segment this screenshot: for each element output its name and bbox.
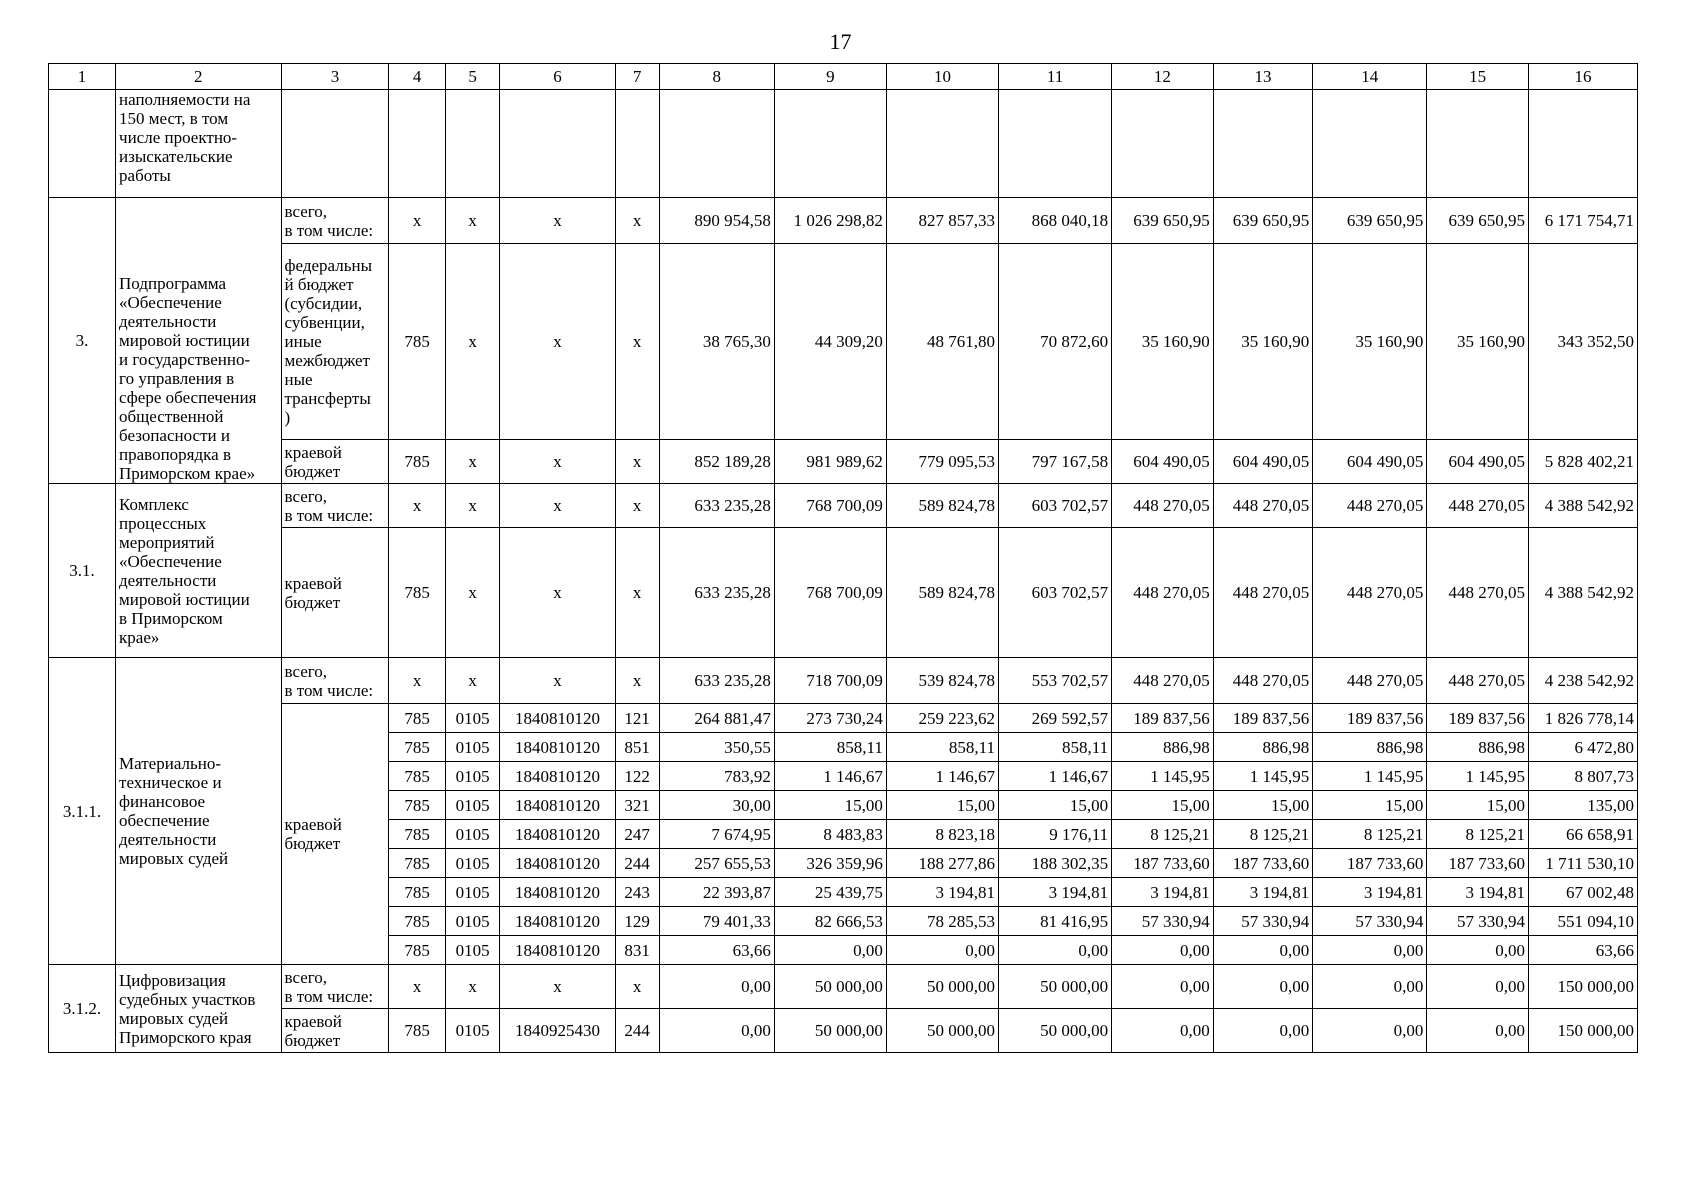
amount-cell: 0,00: [1427, 965, 1529, 1009]
amount-cell: 50 000,00: [886, 965, 998, 1009]
funding-source: краевой бюджет: [281, 440, 389, 484]
section-code: 0105: [445, 849, 499, 878]
funding-source: краевой бюджет: [281, 1009, 389, 1053]
table-row: [49, 528, 1638, 658]
amount-cell: 0,00: [659, 1009, 774, 1053]
amount-cell: 48 761,80: [886, 244, 998, 440]
amount-cell: 35 160,90: [1427, 244, 1529, 440]
grbs-code: 785: [389, 762, 446, 791]
amount-cell: 858,11: [886, 733, 998, 762]
amount-cell: 1 026 298,82: [774, 198, 886, 244]
expense-type-code: 122: [615, 762, 659, 791]
amount-cell: 0,00: [886, 936, 998, 965]
column-number-header: 14: [1313, 64, 1427, 90]
column-number-header: 2: [116, 64, 281, 90]
amount-cell: 50 000,00: [774, 965, 886, 1009]
amount-cell: 38 765,30: [659, 244, 774, 440]
amount-cell: 15,00: [774, 791, 886, 820]
section-code: 0105: [445, 762, 499, 791]
grbs-code: x: [389, 965, 446, 1009]
amount-cell: 1 146,67: [886, 762, 998, 791]
amount-cell: 8 483,83: [774, 820, 886, 849]
amount-cell: 448 270,05: [1313, 658, 1427, 704]
empty-cell: [500, 90, 615, 198]
amount-cell: 189 837,56: [1427, 704, 1529, 733]
amount-cell: 81 416,95: [998, 907, 1111, 936]
amount-cell: 981 989,62: [774, 440, 886, 484]
amount-cell: 269 592,57: [998, 704, 1111, 733]
amount-cell: 0,00: [998, 936, 1111, 965]
amount-cell: 257 655,53: [659, 849, 774, 878]
amount-cell: 50 000,00: [774, 1009, 886, 1053]
section-code: 0105: [445, 733, 499, 762]
section-code: x: [445, 484, 499, 528]
amount-cell: 57 330,94: [1313, 907, 1427, 936]
amount-cell: 0,00: [1313, 1009, 1427, 1053]
amount-cell: 57 330,94: [1213, 907, 1313, 936]
amount-cell: 448 270,05: [1112, 484, 1214, 528]
target-article-code: x: [500, 528, 615, 658]
empty-cell: [281, 90, 389, 198]
grbs-code: 785: [389, 440, 446, 484]
amount-cell: 0,00: [659, 965, 774, 1009]
target-article-code: 1840810120: [500, 762, 615, 791]
amount-cell: 886,98: [1112, 733, 1214, 762]
column-number-header: 3: [281, 64, 389, 90]
amount-cell: 3 194,81: [998, 878, 1111, 907]
amount-cell: 187 733,60: [1112, 849, 1214, 878]
target-article-code: x: [500, 484, 615, 528]
amount-cell: 1 145,95: [1112, 762, 1214, 791]
item-name: Комплекс процессных мероприятий «Обеспечение деятельности мировой юстиции в Приморском крае»: [116, 484, 281, 658]
table-row: [49, 1009, 1638, 1053]
amount-cell: 604 490,05: [1313, 440, 1427, 484]
funding-source: краевой бюджет: [281, 704, 389, 965]
empty-cell: [1528, 90, 1637, 198]
column-number-header: 4: [389, 64, 446, 90]
expense-type-code: x: [615, 658, 659, 704]
amount-cell: 639 650,95: [1213, 198, 1313, 244]
amount-cell: 3 194,81: [1313, 878, 1427, 907]
amount-cell: 0,00: [1112, 936, 1214, 965]
amount-cell: 50 000,00: [998, 1009, 1111, 1053]
target-article-code: x: [500, 965, 615, 1009]
expense-type-code: x: [615, 198, 659, 244]
grbs-code: 785: [389, 1009, 446, 1053]
amount-cell: 8 125,21: [1427, 820, 1529, 849]
amount-cell: 3 194,81: [1427, 878, 1529, 907]
row-number: 3.1.: [49, 484, 116, 658]
amount-cell: 0,00: [1427, 936, 1529, 965]
amount-cell: 63,66: [659, 936, 774, 965]
column-number-header: 5: [445, 64, 499, 90]
amount-cell: 604 490,05: [1213, 440, 1313, 484]
row-number: 3.: [49, 198, 116, 484]
amount-cell: 57 330,94: [1427, 907, 1529, 936]
grbs-code: 785: [389, 907, 446, 936]
target-article-code: 1840810120: [500, 733, 615, 762]
empty-cell: [886, 90, 998, 198]
amount-cell: 5 828 402,21: [1528, 440, 1637, 484]
amount-cell: 603 702,57: [998, 484, 1111, 528]
amount-cell: 35 160,90: [1213, 244, 1313, 440]
amount-cell: 633 235,28: [659, 484, 774, 528]
expense-type-code: x: [615, 965, 659, 1009]
item-name: Цифровизация судебных участков мировых судей Приморского края: [116, 965, 281, 1053]
expense-type-code: 121: [615, 704, 659, 733]
table-row: [49, 658, 1638, 704]
amount-cell: 50 000,00: [998, 965, 1111, 1009]
grbs-code: 785: [389, 704, 446, 733]
empty-cell: [1112, 90, 1214, 198]
page-number: 17: [829, 29, 852, 54]
column-number-header: 16: [1528, 64, 1637, 90]
amount-cell: 150 000,00: [1528, 1009, 1637, 1053]
target-article-code: 1840810120: [500, 820, 615, 849]
amount-cell: 4 388 542,92: [1528, 528, 1637, 658]
column-number-header: 7: [615, 64, 659, 90]
expense-type-code: 244: [615, 1009, 659, 1053]
header-row: [49, 64, 1638, 90]
target-article-code: 1840810120: [500, 704, 615, 733]
grbs-code: 785: [389, 791, 446, 820]
section-code: 0105: [445, 704, 499, 733]
grbs-code: 785: [389, 733, 446, 762]
amount-cell: 7 674,95: [659, 820, 774, 849]
amount-cell: 448 270,05: [1112, 658, 1214, 704]
amount-cell: 44 309,20: [774, 244, 886, 440]
expense-type-code: 243: [615, 878, 659, 907]
amount-cell: 827 857,33: [886, 198, 998, 244]
row-number: [49, 90, 116, 198]
amount-cell: 858,11: [774, 733, 886, 762]
amount-cell: 448 270,05: [1213, 484, 1313, 528]
expense-type-code: 321: [615, 791, 659, 820]
expense-type-code: 851: [615, 733, 659, 762]
amount-cell: 25 439,75: [774, 878, 886, 907]
amount-cell: 264 881,47: [659, 704, 774, 733]
section-code: 0105: [445, 936, 499, 965]
expense-type-code: 129: [615, 907, 659, 936]
amount-cell: 797 167,58: [998, 440, 1111, 484]
column-number-header: 11: [998, 64, 1111, 90]
expense-type-code: x: [615, 528, 659, 658]
amount-cell: 8 125,21: [1213, 820, 1313, 849]
grbs-code: 785: [389, 820, 446, 849]
grbs-code: 785: [389, 936, 446, 965]
grbs-code: x: [389, 658, 446, 704]
amount-cell: 15,00: [1112, 791, 1214, 820]
amount-cell: 633 235,28: [659, 528, 774, 658]
empty-cell: [1313, 90, 1427, 198]
funding-source: всего, в том числе:: [281, 965, 389, 1009]
funding-source: краевой бюджет: [281, 528, 389, 658]
amount-cell: 718 700,09: [774, 658, 886, 704]
grbs-code: 785: [389, 244, 446, 440]
amount-cell: 858,11: [998, 733, 1111, 762]
amount-cell: 82 666,53: [774, 907, 886, 936]
section-code: x: [445, 965, 499, 1009]
amount-cell: 1 826 778,14: [1528, 704, 1637, 733]
empty-cell: [659, 90, 774, 198]
empty-cell: [1213, 90, 1313, 198]
amount-cell: 639 650,95: [1313, 198, 1427, 244]
amount-cell: 63,66: [1528, 936, 1637, 965]
amount-cell: 78 285,53: [886, 907, 998, 936]
amount-cell: 15,00: [1427, 791, 1529, 820]
column-number-header: 1: [49, 64, 116, 90]
amount-cell: 779 095,53: [886, 440, 998, 484]
amount-cell: 633 235,28: [659, 658, 774, 704]
amount-cell: 189 837,56: [1313, 704, 1427, 733]
section-code: x: [445, 658, 499, 704]
amount-cell: 448 270,05: [1213, 658, 1313, 704]
amount-cell: 326 359,96: [774, 849, 886, 878]
amount-cell: 0,00: [774, 936, 886, 965]
amount-cell: 768 700,09: [774, 528, 886, 658]
item-name: Материально- техническое и финансовое обеспечение деятельности мировых судей: [116, 658, 281, 965]
amount-cell: 886,98: [1313, 733, 1427, 762]
amount-cell: 589 824,78: [886, 484, 998, 528]
amount-cell: 1 146,67: [774, 762, 886, 791]
grbs-code: x: [389, 198, 446, 244]
amount-cell: 886,98: [1427, 733, 1529, 762]
amount-cell: 852 189,28: [659, 440, 774, 484]
amount-cell: 15,00: [886, 791, 998, 820]
amount-cell: 8 823,18: [886, 820, 998, 849]
amount-cell: 1 145,95: [1213, 762, 1313, 791]
target-article-code: x: [500, 658, 615, 704]
empty-cell: [445, 90, 499, 198]
amount-cell: 22 393,87: [659, 878, 774, 907]
column-number-header: 9: [774, 64, 886, 90]
table-row: [49, 198, 1638, 244]
column-number-header: 15: [1427, 64, 1529, 90]
row-number: 3.1.2.: [49, 965, 116, 1053]
amount-cell: 187 733,60: [1313, 849, 1427, 878]
amount-cell: 868 040,18: [998, 198, 1111, 244]
expense-type-code: x: [615, 484, 659, 528]
grbs-code: 785: [389, 528, 446, 658]
column-number-header: 10: [886, 64, 998, 90]
amount-cell: 0,00: [1213, 1009, 1313, 1053]
amount-cell: 4 238 542,92: [1528, 658, 1637, 704]
amount-cell: 35 160,90: [1313, 244, 1427, 440]
amount-cell: 188 277,86: [886, 849, 998, 878]
funding-source: всего, в том числе:: [281, 658, 389, 704]
amount-cell: 0,00: [1112, 965, 1214, 1009]
amount-cell: 604 490,05: [1112, 440, 1214, 484]
amount-cell: 187 733,60: [1213, 849, 1313, 878]
amount-cell: 448 270,05: [1427, 484, 1529, 528]
item-name: Подпрограмма «Обеспечение деятельности мировой юстиции и государственно- го управления в сфере обеспечения общественной безопасности и правопорядка в Приморском крае»: [116, 198, 281, 484]
amount-cell: 3 194,81: [1213, 878, 1313, 907]
amount-cell: 448 270,05: [1427, 658, 1529, 704]
grbs-code: 785: [389, 878, 446, 907]
target-article-code: 1840810120: [500, 791, 615, 820]
amount-cell: 189 837,56: [1213, 704, 1313, 733]
empty-cell: [774, 90, 886, 198]
table-row: [49, 244, 1638, 440]
expense-type-code: x: [615, 244, 659, 440]
amount-cell: 9 176,11: [998, 820, 1111, 849]
amount-cell: 79 401,33: [659, 907, 774, 936]
column-number-header: 8: [659, 64, 774, 90]
section-code: 0105: [445, 820, 499, 849]
amount-cell: 189 837,56: [1112, 704, 1214, 733]
amount-cell: 67 002,48: [1528, 878, 1637, 907]
table-row: [49, 484, 1638, 528]
empty-cell: [389, 90, 446, 198]
amount-cell: 448 270,05: [1427, 528, 1529, 658]
amount-cell: 273 730,24: [774, 704, 886, 733]
target-article-code: x: [500, 440, 615, 484]
amount-cell: 0,00: [1213, 936, 1313, 965]
amount-cell: 57 330,94: [1112, 907, 1214, 936]
amount-cell: 15,00: [1313, 791, 1427, 820]
grbs-code: 785: [389, 849, 446, 878]
expense-type-code: 831: [615, 936, 659, 965]
section-code: 0105: [445, 878, 499, 907]
amount-cell: 8 125,21: [1313, 820, 1427, 849]
amount-cell: 639 650,95: [1112, 198, 1214, 244]
column-number-header: 6: [500, 64, 615, 90]
amount-cell: 35 160,90: [1112, 244, 1214, 440]
amount-cell: 603 702,57: [998, 528, 1111, 658]
amount-cell: 187 733,60: [1427, 849, 1529, 878]
amount-cell: 1 711 530,10: [1528, 849, 1637, 878]
amount-cell: 539 824,78: [886, 658, 998, 704]
amount-cell: 0,00: [1427, 1009, 1529, 1053]
amount-cell: 8 807,73: [1528, 762, 1637, 791]
amount-cell: 50 000,00: [886, 1009, 998, 1053]
amount-cell: 15,00: [1213, 791, 1313, 820]
amount-cell: 551 094,10: [1528, 907, 1637, 936]
empty-cell: [1427, 90, 1529, 198]
amount-cell: 1 145,95: [1427, 762, 1529, 791]
amount-cell: 0,00: [1112, 1009, 1214, 1053]
funding-source: всего, в том числе:: [281, 198, 389, 244]
amount-cell: 604 490,05: [1427, 440, 1529, 484]
amount-cell: 0,00: [1313, 965, 1427, 1009]
amount-cell: 1 145,95: [1313, 762, 1427, 791]
row-number: 3.1.1.: [49, 658, 116, 965]
section-code: 0105: [445, 907, 499, 936]
target-article-code: 1840810120: [500, 849, 615, 878]
amount-cell: 448 270,05: [1213, 528, 1313, 658]
target-article-code: 1840925430: [500, 1009, 615, 1053]
amount-cell: 553 702,57: [998, 658, 1111, 704]
amount-cell: 0,00: [1313, 936, 1427, 965]
section-code: x: [445, 528, 499, 658]
amount-cell: 783,92: [659, 762, 774, 791]
table-row: [49, 965, 1638, 1009]
column-number-header: 12: [1112, 64, 1214, 90]
amount-cell: 448 270,05: [1112, 528, 1214, 658]
amount-cell: 66 658,91: [1528, 820, 1637, 849]
expense-type-code: 247: [615, 820, 659, 849]
expense-type-code: x: [615, 440, 659, 484]
section-code: 0105: [445, 1009, 499, 1053]
target-article-code: x: [500, 244, 615, 440]
target-article-code: 1840810120: [500, 936, 615, 965]
amount-cell: 6 472,80: [1528, 733, 1637, 762]
amount-cell: 70 872,60: [998, 244, 1111, 440]
funding-source: всего, в том числе:: [281, 484, 389, 528]
section-code: x: [445, 198, 499, 244]
amount-cell: 6 171 754,71: [1528, 198, 1637, 244]
amount-cell: 15,00: [998, 791, 1111, 820]
target-article-code: 1840810120: [500, 907, 615, 936]
section-code: x: [445, 440, 499, 484]
amount-cell: 890 954,58: [659, 198, 774, 244]
amount-cell: 343 352,50: [1528, 244, 1637, 440]
amount-cell: 150 000,00: [1528, 965, 1637, 1009]
expense-type-code: 244: [615, 849, 659, 878]
table-row: [49, 704, 1638, 733]
amount-cell: 4 388 542,92: [1528, 484, 1637, 528]
amount-cell: 8 125,21: [1112, 820, 1214, 849]
amount-cell: 3 194,81: [1112, 878, 1214, 907]
amount-cell: 259 223,62: [886, 704, 998, 733]
grbs-code: x: [389, 484, 446, 528]
empty-cell: [615, 90, 659, 198]
target-article-code: 1840810120: [500, 878, 615, 907]
section-code: 0105: [445, 791, 499, 820]
continuation-row: [49, 90, 1638, 198]
amount-cell: 448 270,05: [1313, 528, 1427, 658]
amount-cell: 639 650,95: [1427, 198, 1529, 244]
empty-cell: [998, 90, 1111, 198]
column-number-header: 13: [1213, 64, 1313, 90]
budget-table: [48, 63, 1638, 1053]
amount-cell: 0,00: [1213, 965, 1313, 1009]
table-body: [49, 64, 1638, 1053]
table-row: [49, 440, 1638, 484]
amount-cell: 188 302,35: [998, 849, 1111, 878]
section-code: x: [445, 244, 499, 440]
amount-cell: 30,00: [659, 791, 774, 820]
amount-cell: 768 700,09: [774, 484, 886, 528]
amount-cell: 589 824,78: [886, 528, 998, 658]
target-article-code: x: [500, 198, 615, 244]
amount-cell: 135,00: [1528, 791, 1637, 820]
amount-cell: 1 146,67: [998, 762, 1111, 791]
amount-cell: 448 270,05: [1313, 484, 1427, 528]
item-name: наполняемости на 150 мест, в том числе проектно- изыскательские работы: [116, 90, 281, 198]
funding-source: федеральны й бюджет (субсидии, субвенции, иные межбюджет ные трансферты ): [281, 244, 389, 440]
amount-cell: 886,98: [1213, 733, 1313, 762]
amount-cell: 3 194,81: [886, 878, 998, 907]
amount-cell: 350,55: [659, 733, 774, 762]
